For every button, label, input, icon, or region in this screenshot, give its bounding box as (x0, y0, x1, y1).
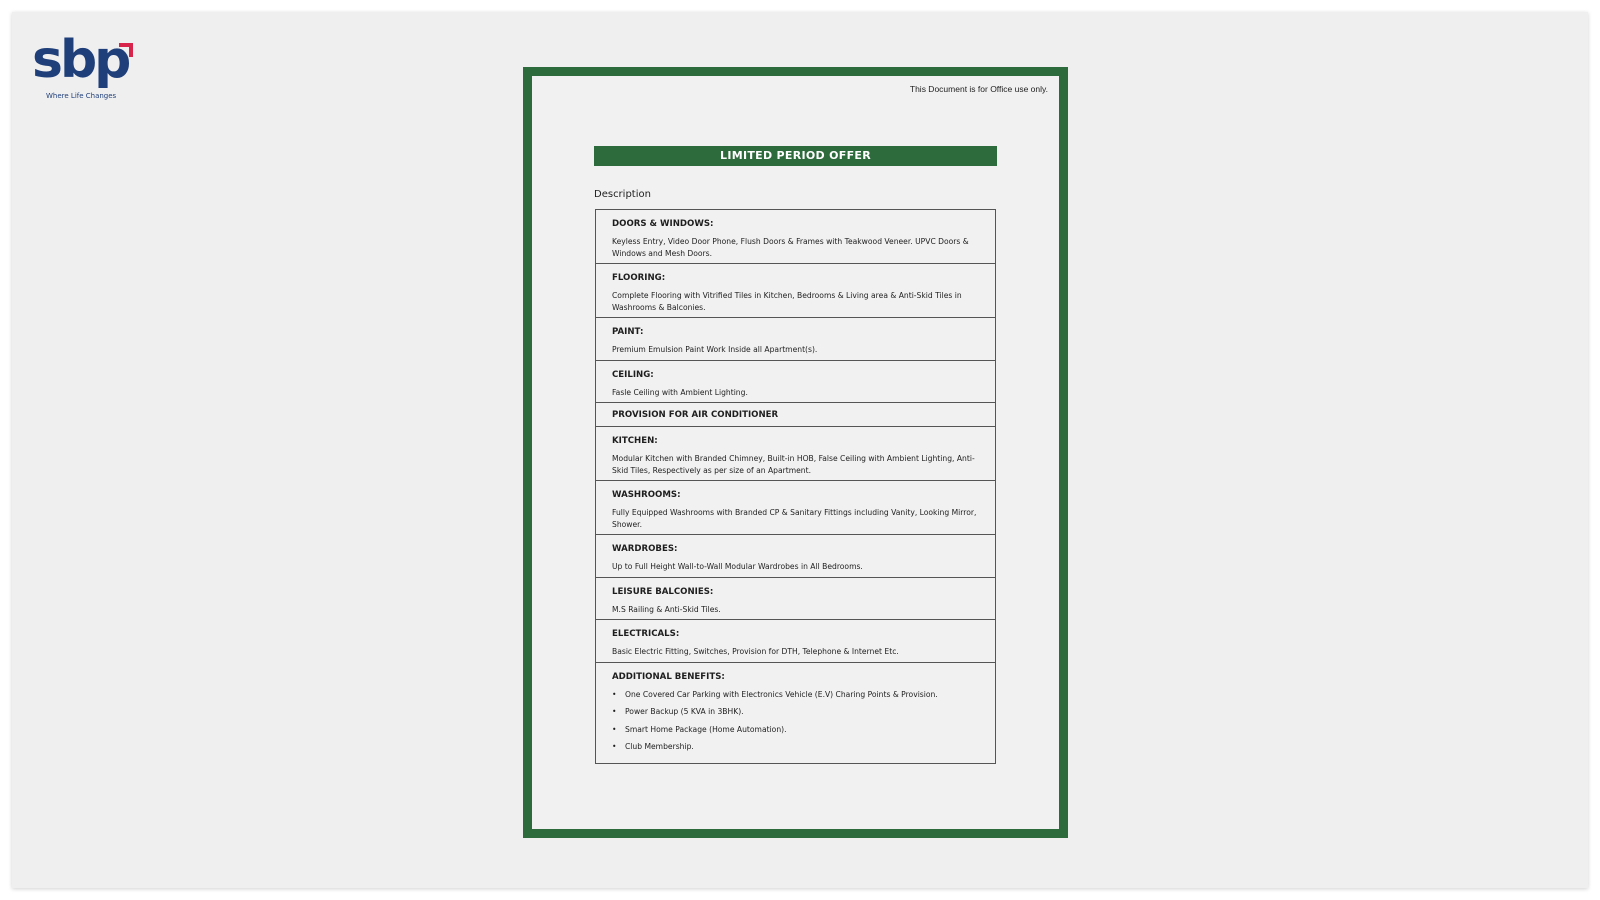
spec-row-leisure-balconies (596, 578, 995, 621)
spec-text: M.S Railing & Anti-Skid Tiles. (612, 604, 721, 614)
logo-tagline: Where Life Changes (46, 92, 117, 100)
benefit-item: • Smart Home Package (Home Automation). (612, 724, 981, 735)
office-use-note: This Document is for Office use only. (909, 84, 1048, 94)
spec-title: KITCHEN: (612, 436, 658, 446)
spec-title: LEISURE BALCONIES: (612, 586, 714, 597)
spec-text: Basic Electric Fitting, Switches, Provision for DTH, Telephone & Internet Etc. (612, 647, 899, 656)
description-label: Description (594, 189, 651, 200)
spec-title: FLOORING: (612, 273, 666, 283)
spec-title: CEILING: (612, 369, 654, 380)
spec-text: Complete Flooring with Vitrified Tiles in Kitchen, Bedrooms & Living area & Anti-Skid Tiles in Washrooms & Balconies. (612, 291, 962, 312)
logo-wordmark: sbp (32, 30, 129, 90)
benefit-item: • One Covered Car Parking with Electronics Vehicle (E.V) Charing Points & Provision. (612, 689, 981, 700)
benefit-item: • Power Backup (5 KVA in 3BHK). (612, 706, 981, 717)
spec-row-wardrobes (596, 535, 995, 578)
spec-row-ceiling (596, 361, 995, 404)
spec-text: Modular Kitchen with Branded Chimney, Built-in HOB, False Ceiling with Ambient Lighting, Anti-Skid Tiles, Respectively as per size of an Apartment. (612, 454, 975, 475)
offer-banner: LIMITED PERIOD OFFER (594, 146, 997, 166)
spec-title: DOORS & WINDOWS: (612, 219, 714, 229)
spec-text: Fully Equipped Washrooms with Branded CP & Sanitary Fittings including Vanity, Looking Mirror, Shower. (612, 508, 977, 529)
benefit-item: • Club Membership. (612, 741, 981, 752)
spec-title: WASHROOMS: (612, 490, 681, 500)
spec-row-electricals (596, 620, 995, 663)
spec-title: PAINT: (612, 327, 644, 337)
spec-title: PROVISION FOR AIR CONDITIONER (612, 410, 779, 420)
spec-row-kitchen (596, 427, 995, 481)
spec-title: WARDROBES: (612, 544, 678, 554)
spec-text: Keyless Entry, Video Door Phone, Flush Doors & Frames with Teakwood Veneer. UPVC Doors & Windows and Mesh Doors. (612, 237, 969, 258)
spec-row-paint (596, 318, 995, 361)
spec-title: ADDITIONAL BENEFITS: (612, 671, 725, 682)
slide-canvas (12, 12, 1588, 888)
specification-table (595, 209, 996, 764)
spec-title: ELECTRICALS: (612, 629, 680, 639)
spec-row-doors-windows (596, 210, 995, 264)
spec-text: Fasle Ceiling with Ambient Lighting. (612, 387, 748, 397)
offer-document (523, 67, 1068, 838)
spec-row-flooring (596, 264, 995, 318)
sbp-logo (32, 30, 142, 104)
benefit-list (612, 689, 981, 753)
logo-accent-mark (119, 43, 133, 57)
spec-row-additional-benefits (596, 663, 995, 763)
spec-text: Up to Full Height Wall-to-Wall Modular Wardrobes in All Bedrooms. (612, 562, 863, 571)
spec-row-air-conditioner (596, 403, 995, 427)
spec-row-washrooms (596, 481, 995, 535)
spec-text: Premium Emulsion Paint Work Inside all Apartment(s). (612, 345, 818, 354)
